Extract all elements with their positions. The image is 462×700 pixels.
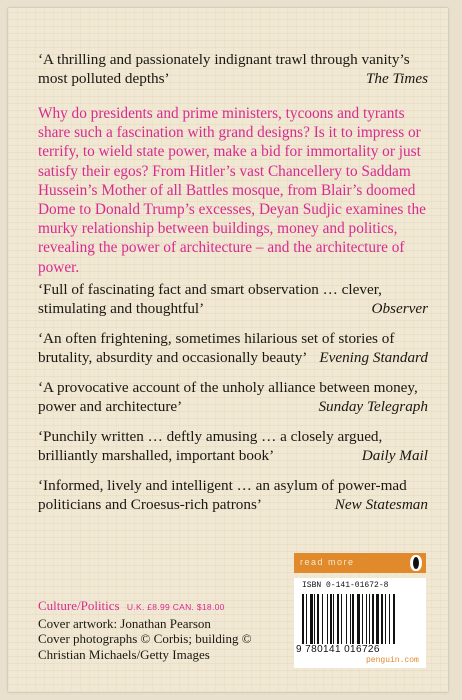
quote-source: Daily Mail <box>361 447 428 464</box>
artwork-credit: Cover artwork: Jonathan Pearson <box>38 615 211 631</box>
review-quote <box>38 378 428 416</box>
review-quote <box>38 329 428 367</box>
barcode-bar <box>366 594 367 644</box>
quote-source: Sunday Telegraph <box>318 398 428 415</box>
barcode-bar <box>302 594 304 644</box>
barcode-bar <box>322 594 323 644</box>
review-quote <box>38 50 428 88</box>
barcode-bar <box>385 594 386 644</box>
barcode-bar <box>310 594 313 644</box>
penguin-logo-icon <box>410 555 422 571</box>
quote-text: ‘A thrilling and passionately indignant trawl through vanity’s most polluted depths’ <box>38 51 410 87</box>
barcode-bar <box>306 594 307 644</box>
barcode-bar <box>333 594 334 644</box>
quote-text: ‘Full of fascinating fact and smart observation … clever, stimulating and thoughtful’ <box>38 281 382 317</box>
barcode-bar <box>330 594 332 644</box>
back-cover <box>8 8 448 692</box>
quote-text: ‘Informed, lively and intelligent … an asylum of power-mad politicians and Croesus-rich patrons’ <box>38 477 407 513</box>
barcode-bar <box>393 594 395 644</box>
read-more-label: read more <box>300 557 355 567</box>
quote-text: ‘An often frightening, sometimes hilarious set of stories of brutality, absurdity and occasionally beauty’ <box>38 330 395 366</box>
barcode <box>302 594 418 644</box>
barcode-bar <box>314 594 315 644</box>
barcode-bar <box>362 594 363 644</box>
barcode-bar <box>372 594 374 644</box>
quote-source: Evening Standard <box>319 349 428 366</box>
barcode-bar <box>369 594 370 644</box>
barcode-bar <box>357 594 360 644</box>
barcode-bar <box>389 594 390 644</box>
review-quote <box>38 280 428 318</box>
read-more-banner <box>294 553 426 573</box>
barcode-bar <box>352 594 354 644</box>
price-label: U.K. £8.99 CAN. $18.00 <box>126 602 225 612</box>
review-quote <box>38 476 428 514</box>
barcode-bar <box>327 594 328 644</box>
book-blurb: Why do presidents and prime ministers, tycoons and tyrants share such a fascination with grand designs? Is it to impress or terrify, to wield state power, make a bid for immortality or just satisfy their egos? From Hitler’s vast Chancellery to Saddam Hussein’s Mother of all Battles mosque, from Blair’s doomed Dome to Donald Trump’s excesses, Deyan Sudjic examines the murky relationship between buildings, money and politics, revealing the power of architecture – and the architecture of power. <box>38 105 426 276</box>
barcode-bar <box>341 594 342 644</box>
quote-source: The Times <box>365 70 428 87</box>
barcode-bar <box>317 594 319 644</box>
quote-source: Observer <box>371 300 428 317</box>
quote-text: ‘A provocative account of the unholy alliance between money, power and architecture’ <box>38 379 418 415</box>
barcode-bar <box>350 594 351 644</box>
ean-number: 9 780141 016726 <box>296 644 380 655</box>
barcode-bar <box>376 594 379 644</box>
genre-label: Culture/Politics <box>38 598 120 613</box>
quote-text: ‘Punchily written … deftly amusing … a closely argued, brilliantly marshalled, important book’ <box>38 428 383 464</box>
website-label: penguin.com <box>366 656 419 665</box>
quote-source: New Statesman <box>334 496 428 513</box>
barcode-bar <box>381 594 383 644</box>
cover-credits <box>38 598 288 662</box>
barcode-bar <box>337 594 339 644</box>
review-quote <box>38 427 428 465</box>
barcode-panel <box>294 578 426 668</box>
photo-credit: Cover photographs © Corbis; building © Christian Michaels/Getty Images <box>38 631 252 662</box>
isbn-number: ISBN 0-141-01672-8 <box>302 581 389 590</box>
barcode-bar <box>346 594 347 644</box>
